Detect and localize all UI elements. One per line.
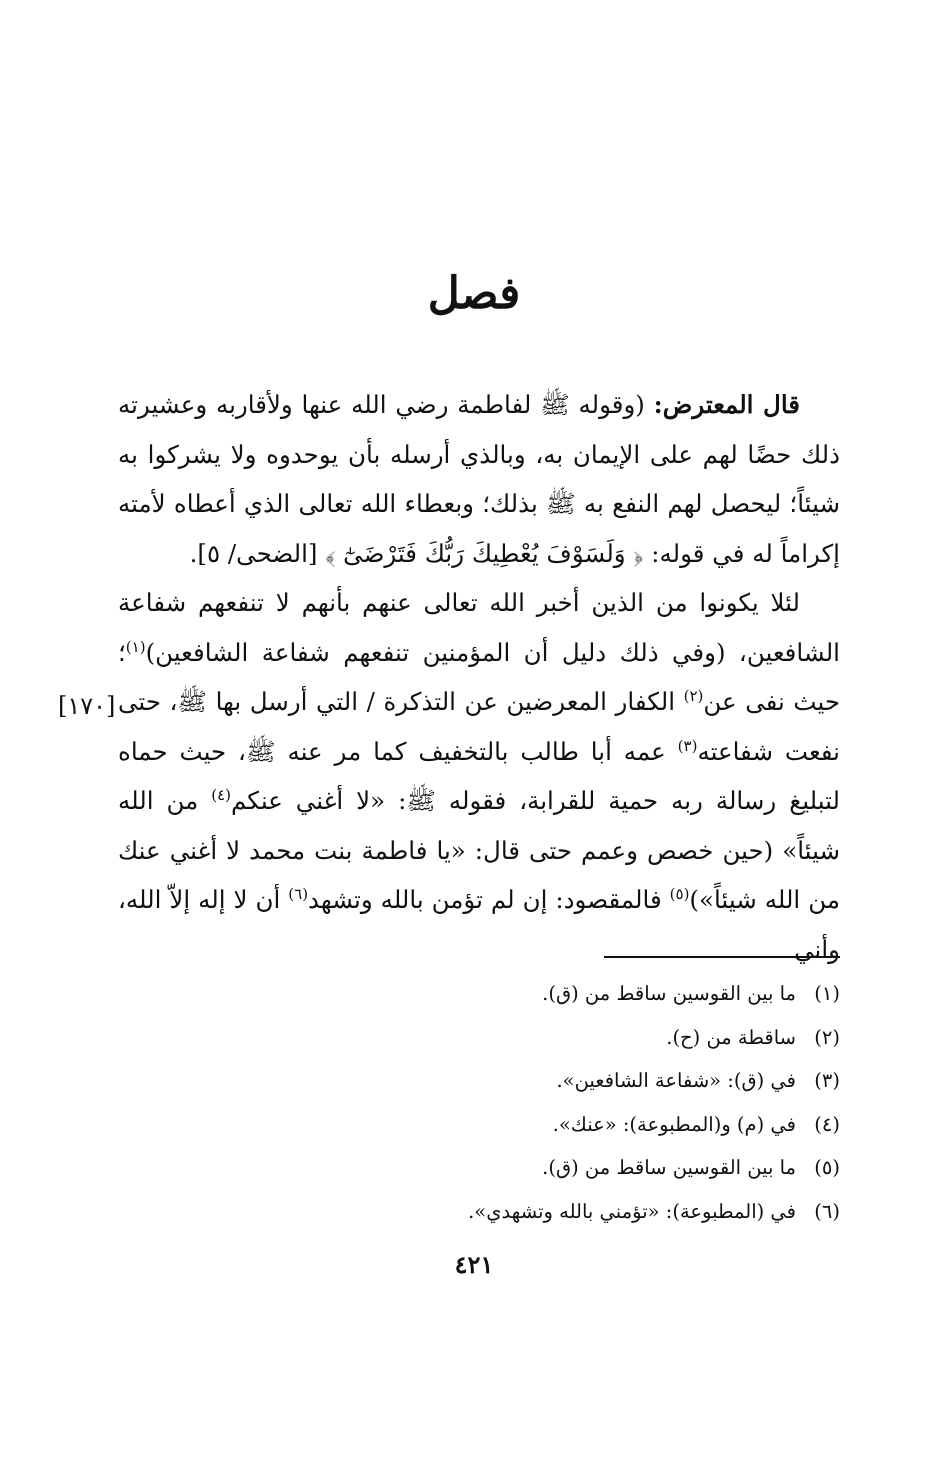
footnote-ref-4: (٤): [211, 785, 231, 804]
footnotes-list: [118, 972, 840, 1233]
footnote-text: في (ق): «شفاعة الشافعين».: [556, 1069, 796, 1092]
paragraph-2-part-e: من الله شيئاً» (حين خصص وعمم حتى قال: «يا فاطمة بنت محمد لا أغني عنك من الله شيئاً»): [118, 786, 840, 914]
paragraph-2-part-b: ؛ حيث نفى عن: [118, 637, 841, 716]
footnote-item: [118, 1016, 840, 1060]
footnote-ref-5: (٥): [669, 884, 690, 903]
speaker-label: قال المعترض:: [653, 390, 800, 419]
footnote-text: ما بين القوسين ساقط من (ق).: [542, 982, 796, 1005]
paragraph-2-part-c: الكفار المعرضين عن التذكرة / التي أرسل بها ﷺ، حتى نفعت شفاعته: [118, 687, 840, 766]
paragraph-2-part-g: أن لا إله إلاّ الله، وأني: [118, 885, 840, 964]
footnote-number: (٢): [814, 1025, 840, 1049]
footnote-number: (٣): [814, 1069, 840, 1092]
paragraph-2: [118, 578, 840, 974]
paragraph-2-part-a: لئلا يكونوا من الذين أخبر الله تعالى عنهم بأنهم لا تنفعهم شفاعة الشافعين، (وفي ذلك دليل أن المؤمنين تنفعهم شفاعة الشافعين): [118, 588, 840, 667]
footnote-ref-2: (٢): [683, 686, 704, 705]
footnote-text: ما بين القوسين ساقط من (ق).: [542, 1156, 796, 1179]
paragraph-1: [118, 380, 840, 578]
footnote-item: [118, 1146, 840, 1190]
manuscript-page-marker: [١٧٠]: [58, 692, 116, 720]
footnote-divider: [604, 956, 840, 958]
main-text: [118, 380, 840, 974]
footnote-item: [118, 972, 840, 1016]
section-title: فصل: [427, 268, 521, 319]
footnote-item: [118, 1103, 840, 1147]
footnote-item: [118, 1190, 840, 1234]
paragraph-1-text: (وقوله ﷺ لفاطمة رضي الله عنها ولأقاربه وعشيرته ذلك حضًا لهم على الإيمان به، وبالذي أرسله بأن يوحدوه ولا يشركوا به شيئاً؛ ليحصل لهم النفع به ﷺ بذلك؛ وبعطاء الله تعالى الذي أعطاه لأمته إكراماً له في قوله: ﴿ وَلَسَوْفَ يُعْطِيكَ رَبُّكَ فَتَرْضَىٰٓ ﴾ [الضحى/ ٥].: [118, 390, 840, 568]
paragraph-2-part-d: عمه أبا طالب بالتخفيف كما مر عنه ﷺ، حيث حماه لتبليغ رسالة ربه حمية للقرابة، فقوله ﷺ: «لا أغني عنكم: [118, 736, 840, 815]
paragraph-2-part-f: فالمقصود: إن لم تؤمن بالله وتشهد: [308, 885, 670, 914]
footnote-ref-6: (٦): [288, 884, 309, 903]
footnote-text: في (المطبوعة): «تؤمني بالله وتشهدي».: [468, 1199, 796, 1223]
footnote-text: ساقطة من (ح).: [666, 1025, 796, 1049]
footnote-text: في (م) و(المطبوعة): «عنك».: [552, 1112, 796, 1136]
page-number: ٤٢١: [454, 1250, 494, 1279]
footnote-number: (٦): [814, 1199, 840, 1223]
footnote-ref-3: (٣): [677, 736, 698, 755]
footnote-number: (٥): [814, 1156, 840, 1179]
footnote-ref-1: (١): [125, 637, 146, 656]
footnote-number: (١): [814, 982, 840, 1005]
footnote-item: [118, 1059, 840, 1103]
footnote-number: (٤): [814, 1112, 840, 1136]
